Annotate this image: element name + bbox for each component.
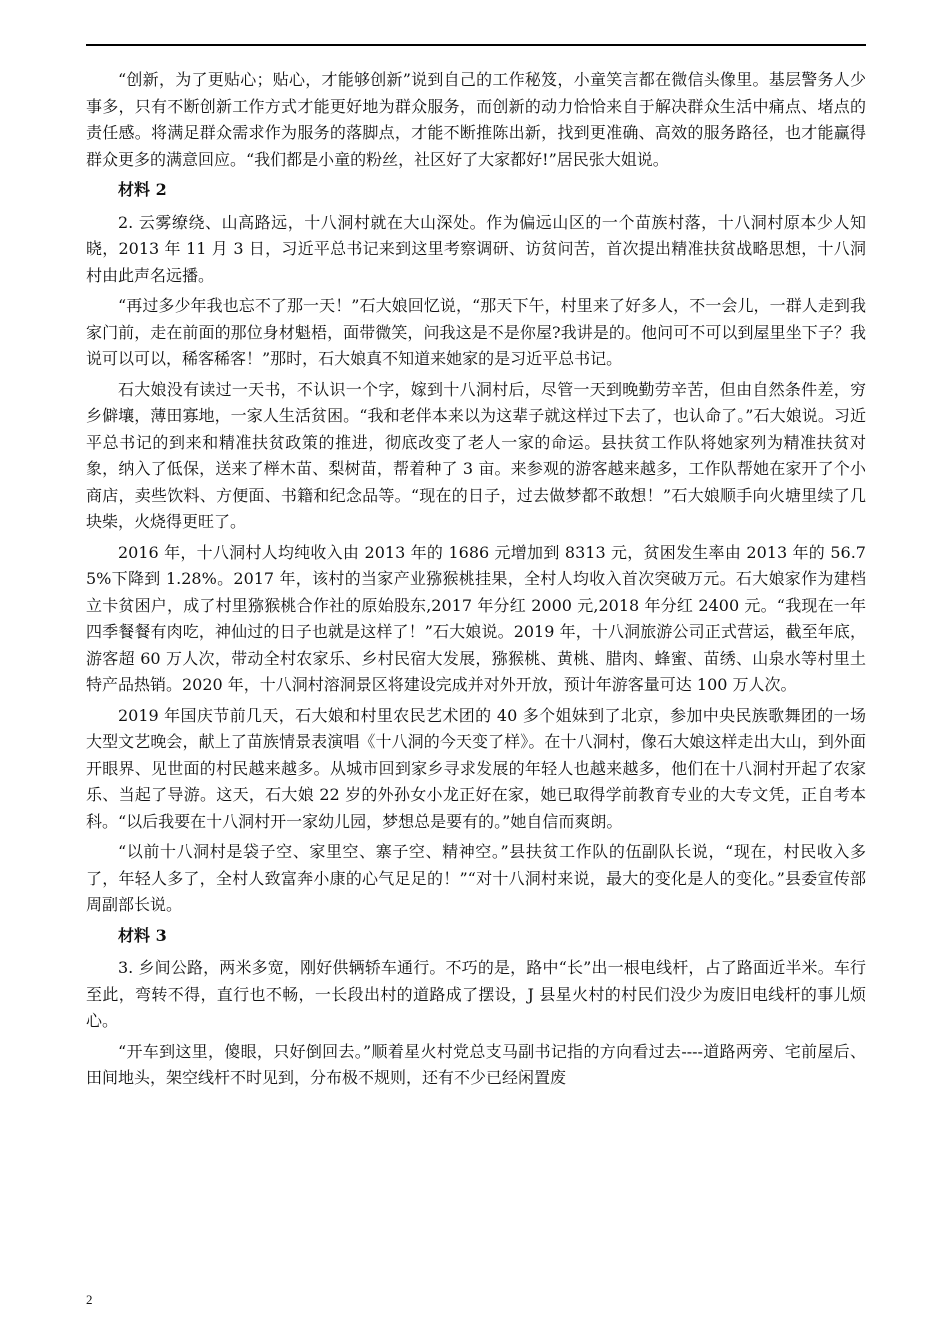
paragraph-xinghuo-village: “开车到这里，傻眼，只好倒回去。”顺着星火村党总支马副书记指的方向看过去----道路两旁、宅前屋后、田间地头，架空线杆不时见到，分布极不规则，还有不少已经闲置废 (86, 1041, 866, 1087)
document-body (86, 67, 866, 1096)
page-number: 2 (86, 1292, 93, 1307)
header-rule (86, 44, 866, 46)
paragraph-shi-life: 石大娘没有读过一天书，不认识一个字，嫁到十八洞村后，尽管一天到晚勤劳辛苦，但由自然条件差，穷乡僻壤，薄田寡地，一家人生活贫困。“我和老伴本来以为这辈子就这样过下去了，也认命了。”石大娘说。习近平总书记的到来和精准扶贫政策的推进，彻底改变了老人一家的命运。县扶贫工作队将她家列为精准扶贫对象，纳入了低保，送来了榉木苗、梨树苗，帮着种了 3 亩。来参观的游客越来越多，工作队帮她在家开了个小商店，卖些饮料、方便面、书籍和纪念品等。“现在的日子，过去做梦都不敢想！”石大娘顺手向火塘里续了几块柴，火烧得更旺了。 (86, 379, 866, 531)
heading-material-3: 材料 3 (118, 925, 167, 945)
paragraph-utility-pole: 3. 乡间公路，两米多宽，刚好供辆轿车通行。不巧的是，路中“长”出一根电线杆，占了路面近半米。车行至此，弯转不得，直行也不畅，一长段出村的道路成了摆设，J 县星火村的村民们没少为废旧电线杆的事儿烦心。 (86, 958, 866, 1030)
paragraph-innovation: “创新，为了更贴心；贴心，才能够创新”说到自己的工作秘笈，小童笑言都在微信头像里。基层警务人少事多，只有不断创新工作方式才能更好地为群众服务，而创新的动力恰恰来自于解决群众生活中痛点、堵点的责任感。将满足群众需求作为服务的落脚点，才能不断推陈出新，找到更准确、高效的服务路径，也才能赢得群众更多的满意回应。“我们都是小童的粉丝，社区好了大家都好!”居民张大姐说。 (86, 70, 866, 169)
paragraph-beijing-trip: 2019 年国庆节前几天，石大娘和村里农民艺术团的 40 多个姐妹到了北京，参加中央民族歌舞团的一场大型文艺晚会，献上了苗族情景表演唱《十八洞的今天变了样》。在十八洞村，像石大娘这样走出大山，到外面开眼界、见世面的村民越来越多。从城市回到家乡寻求发展的年轻人也越来越多，他们在十八洞村开起了农家乐、当起了导游。这天，石大娘 22 岁的外孙女小龙正好在家，她已取得学前教育专业的大专文凭，正自考本科。“以后我要在十八洞村开一家幼儿园，梦想总是要有的。”她自信而爽朗。 (86, 705, 866, 831)
heading-material-2: 材料 2 (118, 180, 167, 199)
paragraph-changes: “以前十八洞村是袋子空、家里空、寨子空、精神空。”县扶贫工作队的伍副队长说，“现在，村民收入多了，年轻人多了，全村人致富奔小康的心气足足的！”“对十八洞村来说，最大的变化是人的变化。”县委宣传部周副部长说。 (86, 842, 866, 914)
paragraph-income-stats: 2016 年，十八洞村人均纯收入由 2013 年的 1686 元增加到 8313 元，贫困发生率由 2013 年的 56.75%下降到 1.28%。2017 年，该村的当家产业猕猴桃挂果，全村人均收入首次突破万元。石大娘家作为建档立卡贫困户，成了村里猕猴桃合作社的原始股东,2017 年分红 2000 元,2018 年分红 2400 元。“我现在一年四季餐餐有肉吃，神仙过的日子也就是这样了！”石大娘说。2019 年，十八洞旅游公司正式营运，截至年底，游客超 60 万人次，带动全村农家乐、乡村民宿大发展，猕猴桃、黄桃、腊肉、蜂蜜、苗绣、山泉水等村里土特产品热销。2020 年，十八洞村溶洞景区将建设完成并对外开放，预计年游客量可达 100 万人次。 (86, 542, 866, 694)
paragraph-shi-recall: “再过多少年我也忘不了那一天！”石大娘回忆说，“那天下午，村里来了好多人，不一会儿，一群人走到我家门前，走在前面的那位身材魁梧，面带微笑，问我这是不是你屋?我讲是的。他问可不可以到屋里坐下子？我说可以可以，稀客稀客！”那时，石大娘真不知道来她家的是习近平总书记。 (86, 296, 866, 368)
paragraph-shibadong-intro: 2. 云雾缭绕、山高路远，十八洞村就在大山深处。作为偏远山区的一个苗族村落，十八洞村原本少人知晓，2013 年 11 月 3 日，习近平总书记来到这里考察调研、访贫问苦，首次提出精准扶贫战略思想，十八洞村由此声名远播。 (86, 212, 866, 285)
